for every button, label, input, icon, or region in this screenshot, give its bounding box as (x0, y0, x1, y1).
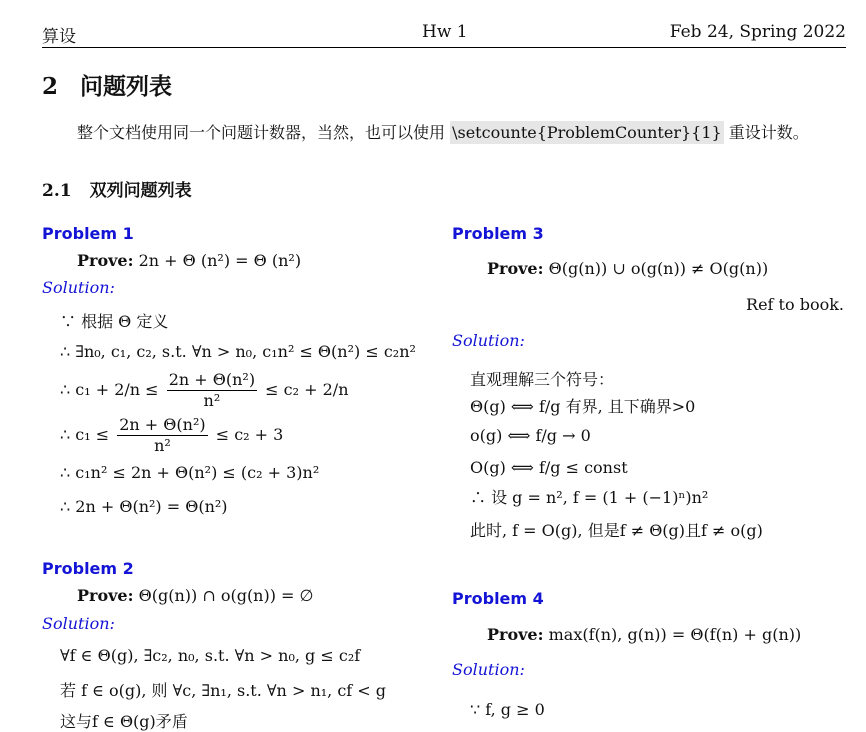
header-date: Feb 24, Spring 2022 (669, 22, 846, 42)
problem-3-prove-label: Prove: (487, 259, 544, 278)
problem-1-line-3 (60, 370, 349, 411)
subsection-title: 双列问题列表 (89, 181, 192, 201)
problem-1-line-1: ∵ 根据 Θ 定义 (60, 312, 169, 331)
fraction-b-denominator: n² (154, 436, 171, 455)
problem-1-prove (77, 251, 301, 270)
problem-2-prove-label: Prove: (77, 586, 134, 605)
problem-3-line-6: 此时, f = O(g), 但是f ≠ Θ(g)且f ≠ o(g) (470, 521, 763, 540)
intro-code: \setcounte{ProblemCounter}{1} (452, 123, 722, 142)
problem-3-line-3: o(g) ⟺ f/g → 0 (470, 426, 591, 445)
problem-1-title: Problem 1 (42, 224, 134, 243)
problem-3-prove (487, 259, 768, 278)
problem-1-line-3-right: ≤ c₂ + 2/n (265, 380, 349, 399)
problem-4-statement: max(f(n), g(n)) = Θ(f(n) + g(n)) (548, 625, 802, 644)
fraction-a-denominator: n² (203, 391, 221, 410)
problem-1-line-4-left: ∴ c₁ ≤ (60, 425, 110, 444)
problem-2-prove (77, 586, 313, 605)
intro-paragraph (77, 120, 809, 143)
problem-4-line-1: ∵ f, g ≥ 0 (470, 700, 545, 719)
section-number: 2 (42, 73, 59, 100)
problem-1-fraction-a (167, 370, 257, 411)
fraction-b-numerator: 2n + Θ(n²) (119, 415, 206, 434)
section-heading (42, 68, 172, 101)
problem-3-line-4: O(g) ⟺ f/g ≤ const (470, 458, 628, 477)
problem-3-title: Problem 3 (452, 224, 544, 243)
problem-2-line-1: ∀f ∈ Θ(g), ∃c₂, n₀, s.t. ∀n > n₀, g ≤ c₂f (60, 646, 361, 665)
problem-1-line-4 (60, 415, 283, 456)
problem-1-line-4-right: ≤ c₂ + 3 (215, 425, 284, 444)
problem-1-line-6: ∴ 2n + Θ(n²) = Θ(n²) (60, 497, 228, 516)
problem-2-title: Problem 2 (42, 559, 134, 578)
problem-1-line-5: ∴ c₁n² ≤ 2n + Θ(n²) ≤ (c₂ + 3)n² (60, 463, 320, 482)
problem-4-prove-label: Prove: (487, 625, 544, 644)
fraction-a-numerator: 2n + Θ(n²) (168, 370, 256, 389)
problem-3-line-2: Θ(g) ⟺ f/g 有界, 且下确界>0 (470, 397, 696, 416)
intro-text-after: 重设计数。 (728, 123, 809, 142)
problem-1-fraction-b (117, 415, 207, 456)
page-header (42, 22, 846, 48)
problem-4-title: Problem 4 (452, 589, 544, 608)
problem-1-line-3-left: ∴ c₁ + 2/n ≤ (60, 380, 159, 399)
header-homework: Hw 1 (422, 22, 468, 42)
intro-text-before: 整个文档使用同一个问题计数器，当然，也可以使用 (77, 123, 446, 142)
problem-3-solution-label: Solution: (452, 331, 525, 350)
problem-1-line-2: ∴ ∃n₀, c₁, c₂, s.t. ∀n > n₀, c₁n² ≤ Θ(n²) ≤ c₂n² (60, 342, 416, 361)
problem-2-statement: Θ(g(n)) ∩ o(g(n)) = ∅ (138, 586, 314, 605)
header-rule (42, 47, 846, 48)
section-title: 问题列表 (80, 73, 173, 100)
subsection-number: 2.1 (42, 181, 72, 201)
problem-3-statement: Θ(g(n)) ∪ o(g(n)) ≠ O(g(n)) (548, 259, 769, 278)
problem-2-solution-label: Solution: (42, 614, 115, 633)
problem-4-solution-label: Solution: (452, 660, 525, 679)
problem-3-reference: Ref to book. (746, 295, 844, 314)
problem-1-prove-label: Prove: (77, 251, 134, 270)
subsection-heading (42, 176, 192, 201)
problem-1-statement: 2n + Θ (n²) = Θ (n²) (138, 251, 302, 270)
problem-1-solution-label: Solution: (42, 278, 115, 297)
problem-2-line-2: 若 f ∈ o(g), 则 ∀c, ∃n₁, s.t. ∀n > n₁, cf < g (60, 681, 387, 700)
problem-3-line-1: 直观理解三个符号： (470, 370, 615, 389)
problem-4-prove (487, 625, 801, 644)
header-course: 算设 (42, 27, 76, 47)
problem-3-line-5: ∴ 设 g = n², f = (1 + (−1)ⁿ)n² (470, 488, 709, 507)
problem-2-line-3: 这与f ∈ Θ(g)矛盾 (60, 712, 188, 731)
